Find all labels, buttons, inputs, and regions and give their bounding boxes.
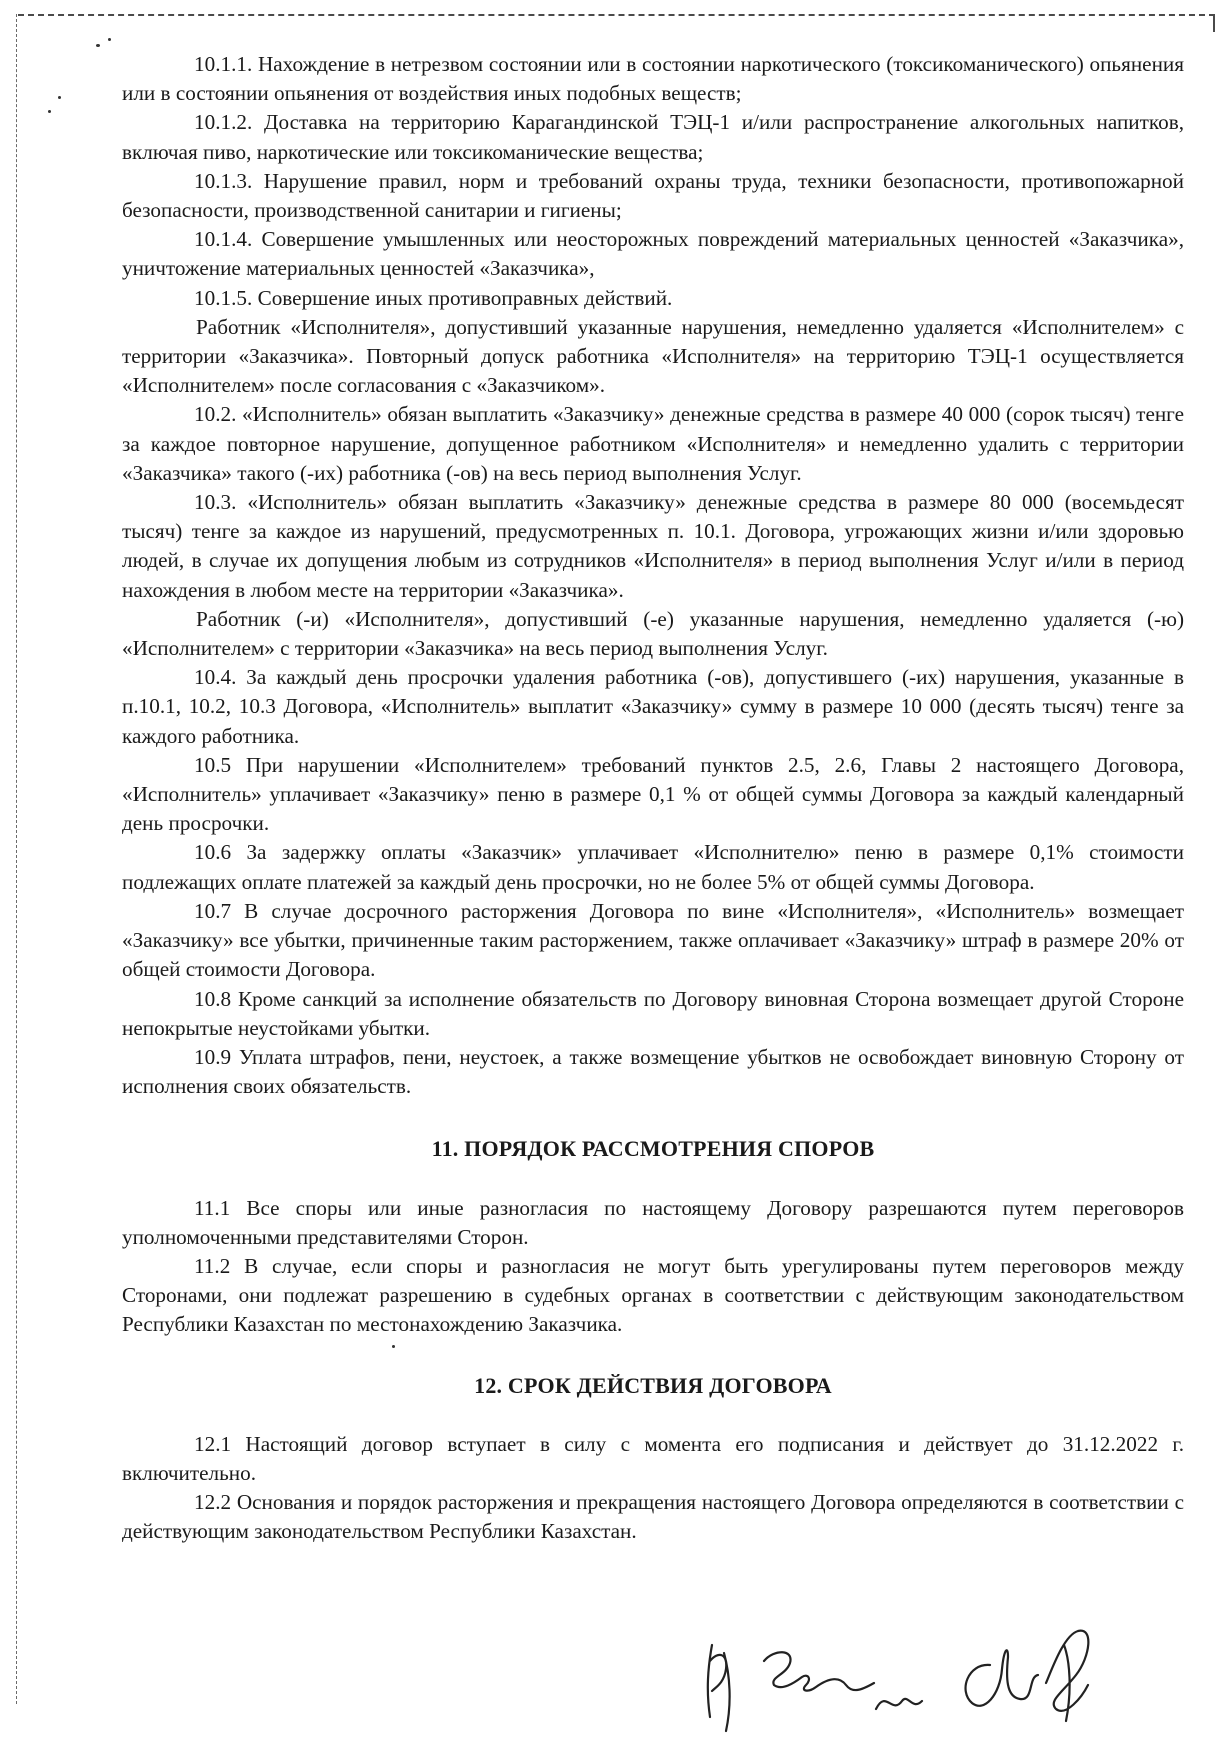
paragraph-12-1: 12.1 Настоящий договор вступает в силу с момента его подписания и действует до 31.12.2022 г. включительно. <box>122 1431 1184 1485</box>
paragraph-worker-removal: Работник «Исполнителя», допустивший указанные нарушения, немедленно удаляется «Исполнителем» с территории «Заказчика». Повторный допуск работника «Исполнителя» на территорию ТЭЦ-1 осуществляется «Исполнителем» после согласования с «Заказчиком». <box>122 314 1184 398</box>
paragraph-10-1-2: 10.1.2. Доставка на территорию Карагандинской ТЭЦ-1 и/или распространение алкогольных напитков, включая пиво, наркотические или токсикоманические вещества; <box>122 110 1184 164</box>
scan-border-top <box>18 14 1215 16</box>
handwritten-signatures <box>690 1605 1210 1735</box>
paragraph-worker-removal-2: Работник (-и) «Исполнителя», допустивший (-е) указанные нарушения, немедленно удаляется (-ю) «Исполнителем» с территории «Заказчика» на весь период выполнения Услуг. <box>122 606 1184 661</box>
document-body <box>122 50 1184 1547</box>
paragraph-10-6: 10.6 За задержку оплаты «Заказчик» уплачивает «Исполнителю» пеню в размере 0,1% стоимости подлежащих оплате платежей за каждый день просрочки, но не более 5% от общей суммы Договора. <box>122 840 1184 894</box>
paragraph-10-7: 10.7 В случае досрочного расторжения Договора по вине «Исполнителя», «Исполнитель» возмещает «Заказчику» все убытки, причиненные таким расторжением, также оплачивает «Заказчику» штраф в размере 20% от общей стоимости Договора. <box>122 898 1184 982</box>
paragraph-10-4: 10.4. За каждый день просрочки удаления работника (-ов), допустившего (-их) нарушения, указанные в п.10.1, 10.2, 10.3 Договора, «Исполнитель» выплатит «Заказчику» сумму в размере 10 000 (десять тысяч) тенге за каждого работника. <box>122 665 1184 748</box>
section-11-heading: 11. ПОРЯДОК РАССМОТРЕНИЯ СПОРОВ <box>431 1136 875 1162</box>
paragraph-11-1: 11.1 Все споры или иные разногласия по настоящему Договору разрешаются путем переговоров уполномоченными представителями Сторон. <box>122 1195 1184 1249</box>
paragraph-10-8: 10.8 Кроме санкций за исполнение обязательств по Договору виновная Сторона возмещает другой Стороне непокрытые неустойками убытки. <box>122 986 1184 1040</box>
scan-border-left <box>16 14 17 1704</box>
paragraph-10-2: 10.2. «Исполнитель» обязан выплатить «Заказчику» денежные средства в размере 40 000 (сорок тысяч) тенге за каждое повторное нарушение, допущенное работником «Исполнителя» и немедленно удалить с территории «Заказчика» такого (-их) работника (-ов) на весь период выполнения Услуг. <box>122 402 1184 485</box>
signature-initials-2 <box>764 1652 874 1690</box>
signature-main <box>966 1631 1089 1721</box>
signature-initials-1 <box>708 1645 730 1731</box>
scan-speck <box>108 38 111 41</box>
section-12-heading: 12. СРОК ДЕЙСТВИЯ ДОГОВОРА <box>474 1372 832 1398</box>
paragraph-10-9: 10.9 Уплата штрафов, пени, неустоек, а также возмещение убытков не освобождает виновную Сторону от исполнения своих обязательств. <box>122 1044 1184 1099</box>
signature-scribble <box>876 1699 922 1709</box>
paragraph-10-3: 10.3. «Исполнитель» обязан выплатить «Заказчику» денежные средства в размере 80 000 (восемьдесят тысяч) тенге за каждое из нарушений, предусмотренных п. 10.1. Договора, угрожающих жизни и/или здоровью людей, в случае их допущения любым из сотрудников «Исполнителя» в период выполнения Услуг и/или в период нахождения в любом месте на территории «Заказчика». <box>122 490 1184 602</box>
paragraph-10-1-4: 10.1.4. Совершение умышленных или неосторожных повреждений материальных ценностей «Заказчика», уничтожение материальных ценностей «Заказчика», <box>122 227 1184 281</box>
paragraph-12-2: 12.2 Основания и порядок расторжения и прекращения настоящего Договора определяются в соответствии с действующим законодательством Республики Казахстан. <box>122 1490 1184 1544</box>
scan-speck <box>48 110 51 113</box>
scan-speck <box>96 44 100 47</box>
scan-border-right <box>1213 14 1215 32</box>
paragraph-10-1-1: 10.1.1. Нахождение в нетрезвом состоянии или в состоянии наркотического (токсикоманического) опьянения или в состоянии опьянения от воздействия иных подобных веществ; <box>122 52 1184 106</box>
paragraph-10-1-3: 10.1.3. Нарушение правил, норм и требований охраны труда, техники безопасности, противопожарной безопасности, производственной санитарии и гигиены; <box>122 168 1184 223</box>
paragraph-10-1-5: 10.1.5. Совершение иных противоправных действий. <box>194 285 673 310</box>
paragraph-11-2: 11.2 В случае, если споры и разногласия не могут быть урегулированы путем переговоров между Сторонами, они подлежат разрешению в судебных органах в соответствии с действующим законодательством Республики Казахстан по местонахождению Заказчика. <box>122 1253 1184 1337</box>
scan-speck <box>58 96 61 99</box>
paragraph-10-5: 10.5 При нарушении «Исполнителем» требований пунктов 2.5, 2.6, Главы 2 настоящего Договора, «Исполнитель» уплачивает «Заказчику» пеню в размере 0,1 % от общей суммы Договора за каждый календарный день просрочки. <box>122 752 1184 836</box>
